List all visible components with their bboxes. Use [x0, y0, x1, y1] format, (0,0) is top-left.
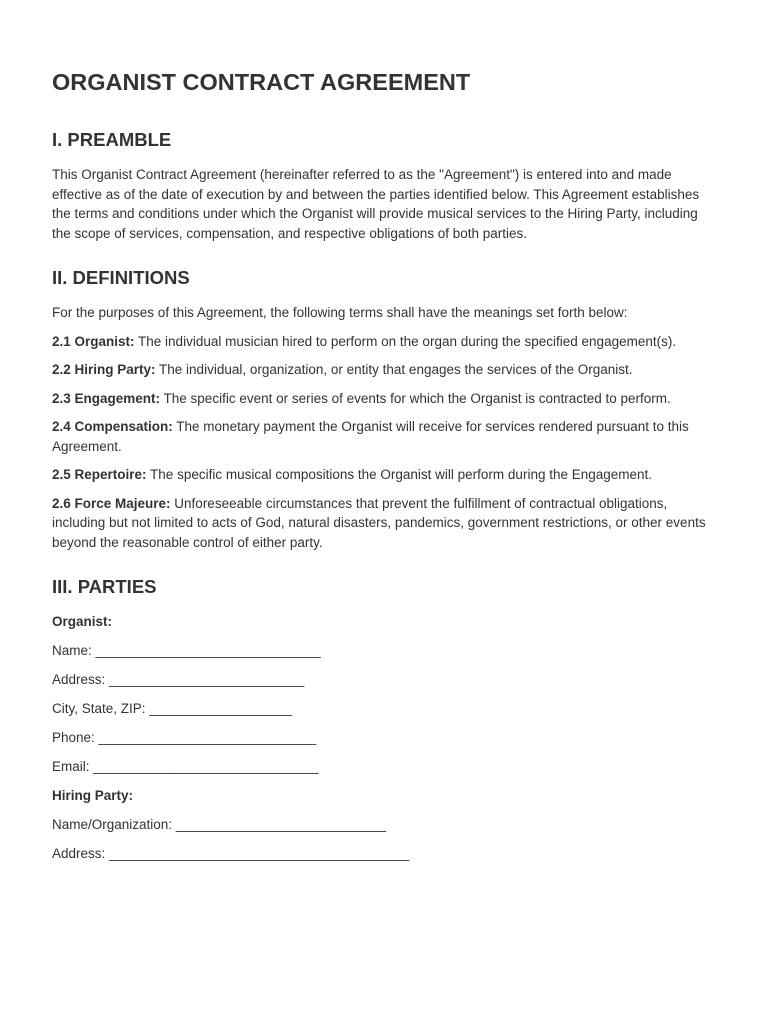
definitions-section [52, 267, 718, 552]
definition-engagement [52, 389, 718, 409]
definition-term: 2.1 Organist: [52, 333, 135, 349]
organist-phone-field[interactable] [52, 728, 718, 748]
field-blank[interactable]: _____________________________ [98, 730, 317, 745]
definition-term: 2.2 Hiring Party: [52, 362, 156, 377]
hiring-party-address-field[interactable] [52, 844, 718, 864]
definition-text: The individual musician hired to perform on the organ during the specified engagement(s). [134, 333, 677, 349]
definition-text: The individual, organization, or entity that engages the services of the Organist. [155, 362, 633, 377]
field-blank[interactable]: ___________________ [149, 701, 292, 716]
field-label: Phone: [52, 730, 99, 745]
field-label: Address: [52, 846, 110, 861]
organist-name-field[interactable] [52, 641, 718, 661]
document-title: ORGANIST CONTRACT AGREEMENT [52, 69, 471, 95]
organist-address-field[interactable] [52, 670, 718, 690]
definition-force-majeure [52, 494, 718, 553]
preamble-text: This Organist Contract Agreement (hereinafter referred to as the "Agreement") is entered into and made effective as of the date of execution by and between the parties identified below. This Agreement establishes the terms and conditions under which the Organist will provide musical services to the Hiring Party, including the scope of services, compensation, and respective obligations of both parties. [52, 167, 700, 241]
organist-label: Organist: [52, 614, 113, 629]
field-blank[interactable]: __________________________ [109, 672, 305, 687]
field-blank[interactable]: ______________________________ [93, 759, 319, 774]
preamble-heading: I. PREAMBLE [52, 129, 172, 150]
definition-organist [52, 332, 718, 352]
definition-text: Unforeseeable circumstances that prevent the fulfillment of contractual obligations, including but not limited to acts of God, natural disasters, pandemics, government restrictions, or other events beyond the reasonable control of either party. [52, 495, 706, 550]
definition-hiring-party [52, 360, 718, 380]
preamble-section [52, 129, 718, 243]
definition-term: 2.6 Force Majeure: [52, 495, 171, 511]
field-blank[interactable]: ____________________________ [175, 817, 387, 832]
definition-text: The specific musical compositions the Organist will perform during the Engagement. [146, 467, 653, 482]
field-label: Address: [52, 672, 110, 687]
field-blank[interactable]: ______________________________ [95, 643, 321, 658]
field-label: Name/Organization: [52, 817, 176, 832]
field-label: Email: [52, 759, 94, 774]
definition-term: 2.3 Engagement: [52, 390, 161, 406]
organist-email-field[interactable] [52, 757, 718, 777]
definitions-intro: For the purposes of this Agreement, the following terms shall have the meanings set forth below: [52, 305, 628, 320]
organist-city-state-zip-field[interactable] [52, 699, 718, 719]
definition-text: The specific event or series of events for which the Organist is contracted to perform. [160, 390, 671, 406]
definition-term: 2.4 Compensation: [52, 419, 173, 434]
definition-term: 2.5 Repertoire: [52, 467, 147, 482]
definition-text: The monetary payment the Organist will receive for services rendered pursuant to this Agreement. [52, 419, 689, 454]
field-label: Name: [52, 643, 96, 658]
hiring-party-name-field[interactable] [52, 815, 718, 835]
parties-section [52, 576, 718, 864]
hiring-party-label: Hiring Party: [52, 788, 134, 803]
field-label: City, State, ZIP: [52, 701, 150, 716]
definition-repertoire [52, 465, 718, 485]
field-blank[interactable]: ________________________________________ [109, 846, 410, 861]
parties-heading: III. PARTIES [52, 576, 157, 597]
definitions-heading: II. DEFINITIONS [52, 267, 190, 288]
definition-compensation [52, 417, 718, 456]
